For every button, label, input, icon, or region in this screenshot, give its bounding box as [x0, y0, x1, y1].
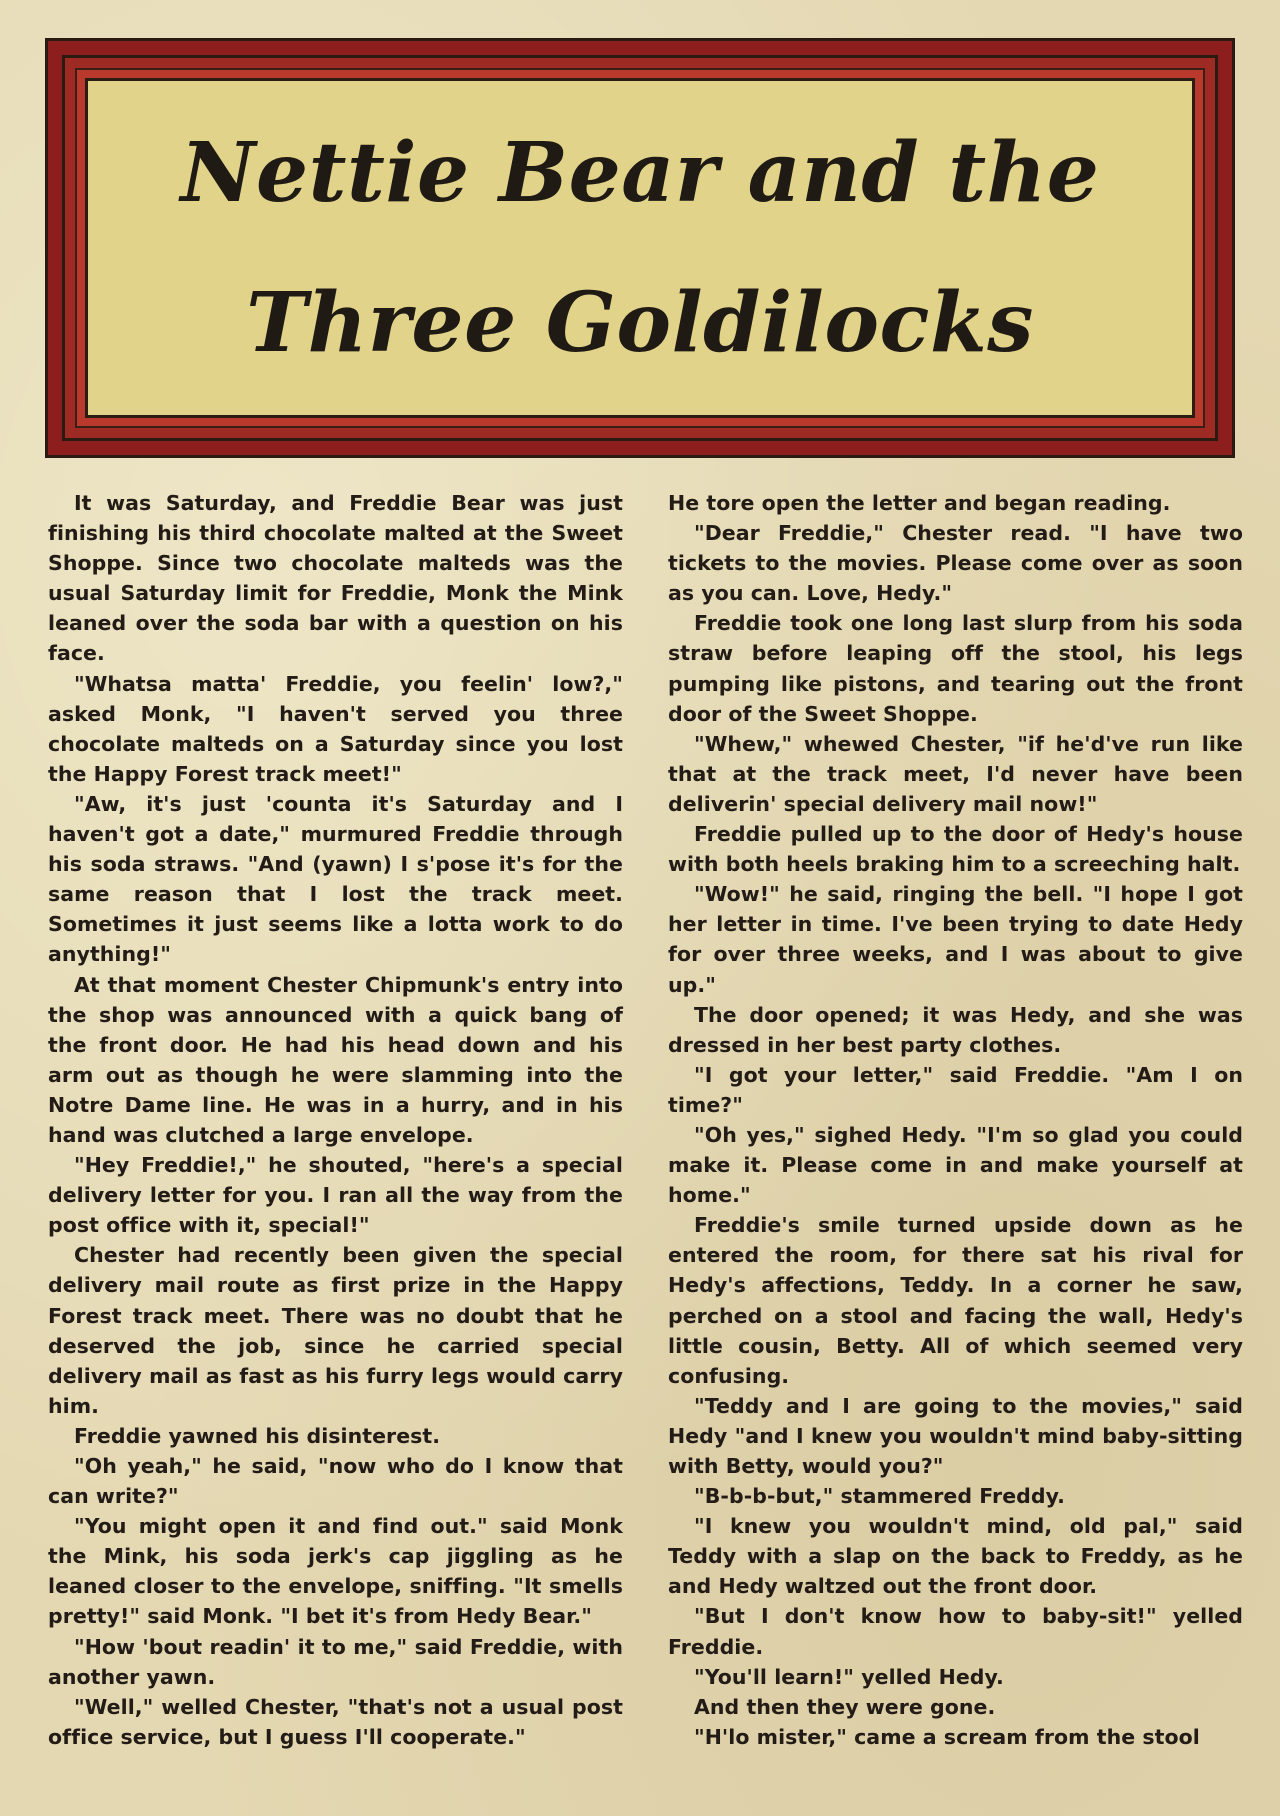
title-frame-border: [62, 55, 1218, 441]
title-panel: [85, 78, 1195, 418]
paragraph: "H'lo mister," came a scream from the stool: [694, 1724, 1200, 1749]
paragraph: "Dear Freddie," Chester read. "I have two tickets to the movies. Please come over as soon as you can. Love, Hedy.": [668, 521, 1243, 606]
story-body: [48, 488, 1243, 1798]
paragraph: "Whatsa matta' Freddie, you feelin' low?," asked Monk, "I haven't served you three chocolate malteds on a Saturday since you lost the Happy Forest track meet!": [48, 671, 623, 786]
paragraph: "You might open it and find out." said Monk the Mink, his soda jerk's cap jiggling as he leaned closer to the envelope, sniffing. "It smells pretty!" said Monk. "I bet it's from Hedy Bear.": [48, 1514, 623, 1629]
paragraph: "B-b-b-but," stammered Freddy.: [694, 1484, 1065, 1509]
paragraph: It was Saturday, and Freddie Bear was just finishing his third chocolate malted at the Sweet Shoppe. Since two chocolate malteds was the usual Saturday limit for Freddie, Monk the Mink leaned over the soda bar with a question on his face.: [48, 491, 623, 666]
paragraph: At that moment Chester Chipmunk's entry into the shop was announced with a quick bang of the front door. He had his head down and his arm out as though he were slamming into the Notre Dame line. He was in a hurry, and in his hand was clutched a large envelope.: [48, 972, 623, 1147]
story-title-line-2: Three Goldilocks: [246, 275, 1034, 371]
paragraph: "Hey Freddie!," he shouted, "here's a special delivery letter for you. I ran all the way from the post office with it, special!": [48, 1153, 623, 1238]
paragraph: "Aw, it's just 'counta it's Saturday and I haven't got a date," murmured Freddie through his soda straws. "And (yawn) I s'pose it's for the same reason that I lost the track meet. Sometimes it just seems like a lotta work to do anything!": [48, 791, 623, 967]
paragraph: "Wow!" he said, ringing the bell. "I hope I got her letter in time. I've been trying to date Hedy for over three weeks, and I was about to give up.": [668, 882, 1243, 997]
paragraph: "How 'bout readin' it to me," said Freddie, with another yawn.: [48, 1634, 623, 1689]
paragraph: "Whew," whewed Chester, "if he'd've run like that at the track meet, I'd never have been deliverin' special delivery mail now!": [668, 731, 1243, 816]
paragraph: And then they were gone.: [694, 1694, 996, 1719]
paragraph: He tore open the letter and began reading.: [668, 491, 1171, 515]
paragraph: "Well," welled Chester, "that's not a usual post office service, but I guess I'll cooperate.": [48, 1694, 623, 1749]
story-title-line-1: Nettie Bear and the: [180, 125, 1100, 221]
paragraph: Chester had recently been given the special delivery mail route as first prize in the Happy Forest track meet. There was no doubt that he deserved the job, since he carried special delivery mail as fast as his furry legs would carry him.: [48, 1243, 623, 1418]
right-column: [668, 488, 1243, 1798]
paragraph: "Oh yeah," he said, "now who do I know that can write?": [48, 1454, 623, 1509]
left-column: [48, 488, 623, 1798]
paragraph: Freddie pulled up to the door of Hedy's house with both heels braking him to a screeching halt.: [668, 822, 1243, 877]
paragraph: "But I don't know how to baby-sit!" yelled Freddie.: [668, 1604, 1243, 1659]
title-banner: [45, 38, 1235, 458]
paragraph: "Teddy and I are going to the movies," said Hedy "and I knew you wouldn't mind baby-sitting with Betty, would you?": [668, 1393, 1243, 1478]
paragraph: Freddie yawned his disinterest.: [74, 1423, 441, 1448]
paragraph: "I got your letter," said Freddie. "Am I on time?": [668, 1062, 1243, 1117]
paragraph: The door opened; it was Hedy, and she was dressed in her best party clothes.: [668, 1002, 1243, 1057]
paragraph: Freddie took one long last slurp from his soda straw before leaping off the stool, his legs pumping like pistons, and tearing out the front door of the Sweet Shoppe.: [668, 611, 1243, 726]
paragraph: "Oh yes," sighed Hedy. "I'm so glad you could make it. Please come in and make yourself at home.": [668, 1122, 1243, 1208]
paragraph: Freddie's smile turned upside down as he entered the room, for there sat his rival for Hedy's affections, Teddy. In a corner he saw, perched on a stool and facing the wall, Hedy's little cousin, Betty. All of which seemed very confusing.: [668, 1213, 1243, 1388]
paragraph: "You'll learn!" yelled Hedy.: [694, 1664, 1004, 1689]
title-frame-inner-border: [75, 68, 1205, 428]
paragraph: "I knew you wouldn't mind, old pal," said Teddy with a slap on the back to Freddy, as he and Hedy waltzed out the front door.: [668, 1514, 1243, 1599]
